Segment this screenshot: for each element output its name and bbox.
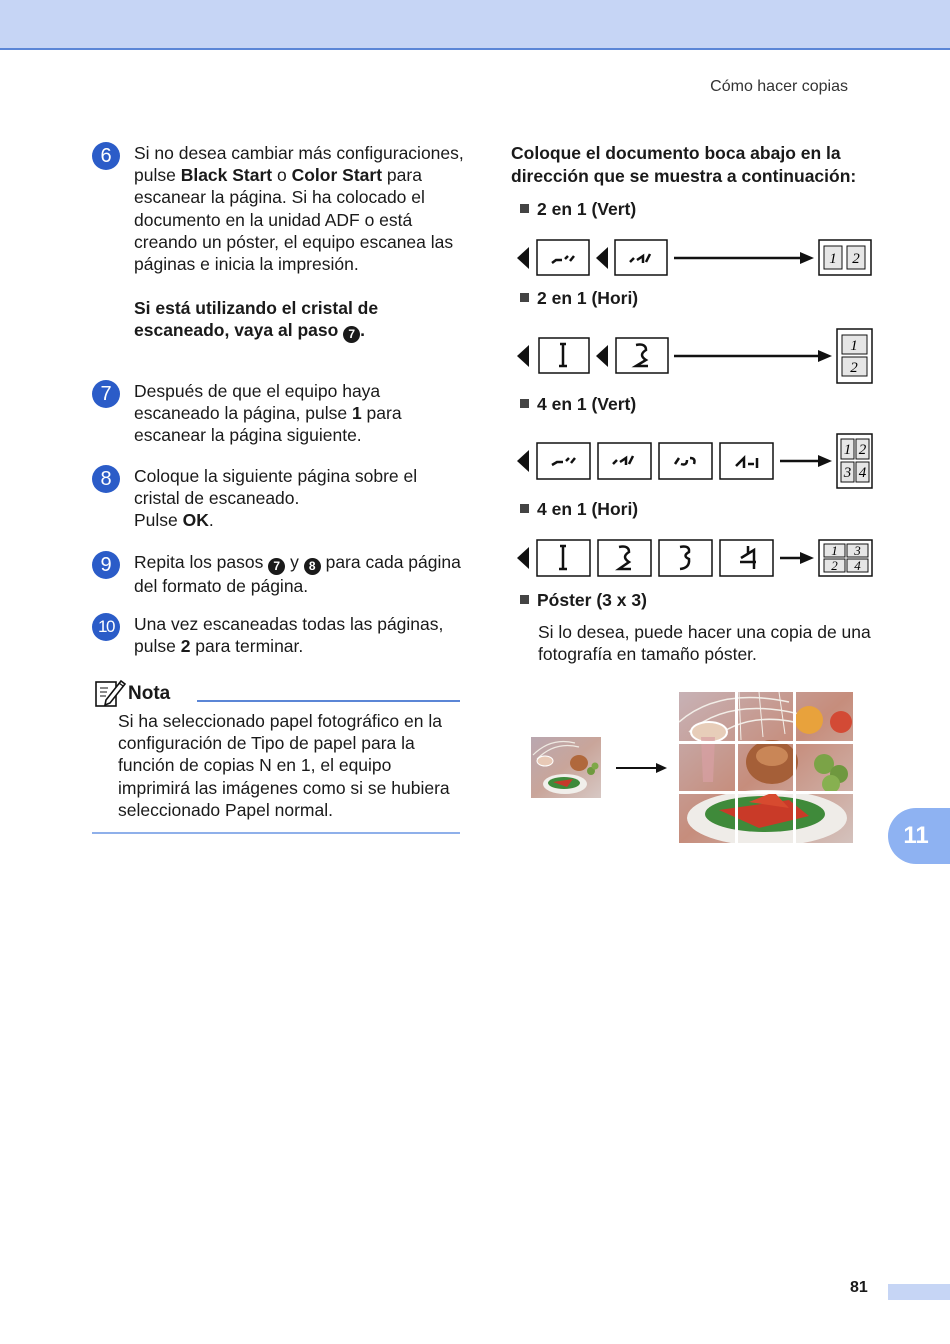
page-number-bar [888, 1284, 950, 1300]
page-thumb [659, 443, 712, 479]
right-column [511, 142, 891, 187]
poster-description: Si lo desea, puede hacer una copia de una fotografía en tamaño póster. [538, 622, 871, 665]
page-thumb [537, 443, 590, 479]
arrow-right-icon [818, 350, 832, 362]
page-number: 81 [850, 1279, 868, 1296]
step-6-glass-instruction [134, 297, 464, 343]
arrow-left-icon [517, 450, 529, 472]
step-9-and: y [285, 552, 304, 572]
cell-number: 2 [831, 558, 838, 573]
key-2: 2 [180, 636, 191, 657]
bullet-poster [520, 590, 647, 611]
step-number-9: 9 [92, 551, 120, 579]
glass-instruction-text: Si está utilizando el cristal de escaneado, vaya al paso [134, 298, 379, 341]
note-bottom-rule [92, 832, 460, 834]
glass-instruction-end: . [360, 320, 366, 341]
ok-key: OK [182, 510, 209, 531]
arrow-right-icon [800, 252, 814, 264]
color-start-key: Color Start [291, 165, 383, 186]
bullet-square-icon [520, 293, 529, 302]
bullet-square-icon [520, 399, 529, 408]
bullet-label: 2 en 1 (Hori) [537, 288, 639, 308]
page-thumb [720, 443, 773, 479]
step-7-text-a: Después de que el equipo haya escaneado la página, pulse [134, 381, 381, 424]
note-pencil-icon [94, 678, 126, 708]
chapter-tab[interactable]: 11 [888, 808, 950, 864]
bullet-2in1-vert [520, 199, 636, 220]
arrow-right-icon [656, 763, 667, 773]
bullet-label: 4 en 1 (Hori) [537, 499, 639, 519]
arrow-right-icon [818, 455, 832, 467]
tile-divider [793, 692, 796, 843]
bullet-label: Póster (3 x 3) [537, 590, 647, 610]
header-title: Cómo hacer copias [710, 78, 848, 95]
black-start-key: Black Start [180, 165, 273, 186]
step-ref-7: 7 [343, 326, 360, 343]
step-10-text-a: Una vez escaneadas todas las páginas, pulse [134, 614, 444, 657]
arrow-left-icon [596, 247, 608, 269]
step-9-text-a: Repita los pasos [134, 552, 269, 572]
top-band [0, 0, 950, 50]
bullet-2in1-hori [520, 288, 638, 309]
step-number-7: 7 [92, 380, 120, 408]
cell-number: 4 [858, 465, 867, 481]
tile-divider [679, 791, 853, 794]
cell-number: 2 [850, 360, 858, 376]
cell-number: 2 [858, 442, 867, 458]
page-thumb [720, 540, 773, 576]
page-thumb [598, 443, 651, 479]
step-6-text [134, 142, 464, 275]
steps-column [92, 142, 464, 657]
bullet-label: 4 en 1 (Vert) [537, 394, 637, 414]
step-ref-8: 8 [304, 558, 321, 575]
arrow-right-icon [800, 552, 814, 564]
cell-number: 3 [843, 465, 852, 481]
note-box [92, 678, 460, 821]
note-divider [197, 700, 460, 702]
arrow-left-icon [517, 547, 529, 569]
diagram-2in1-hori [512, 326, 882, 386]
step-8-line-2 [134, 509, 464, 531]
step-6-text-b: o [272, 165, 292, 186]
tile-divider [679, 741, 853, 744]
step-9 [92, 551, 464, 613]
poster-arrow [614, 760, 670, 776]
orientation-heading: Coloque el documento boca abajo en la dirección que se muestra a continuación: [511, 143, 857, 186]
cell-number: 4 [854, 558, 861, 573]
step-10 [92, 613, 464, 657]
step-8-pulse: Pulse [134, 510, 183, 531]
original-photo [531, 737, 601, 798]
cell-number: 1 [843, 442, 852, 458]
note-text: Si ha seleccionado papel fotográfico en la configuración de Tipo de papel para la función de copias N en 1, el equipo imprimirá las imágenes como si se hubiera seleccionado Papel normal. [118, 711, 450, 820]
cell-number: 1 [831, 543, 838, 558]
cell-number: 1 [850, 338, 858, 354]
step-9-text-b: para cada página del formato de página. [134, 552, 461, 596]
diagram-4in1-hori [512, 536, 882, 580]
cell-number: 1 [829, 251, 837, 267]
diagram-4in1-vert [512, 432, 882, 490]
step-9-text [134, 551, 464, 597]
step-7-text [134, 380, 464, 447]
poster-3x3-grid [679, 692, 853, 843]
bullet-4in1-vert [520, 394, 636, 415]
note-title: Nota [128, 683, 171, 704]
step-8-end: . [208, 510, 214, 531]
step-7-text-b: para escanear la página siguiente. [134, 403, 402, 446]
step-10-text-b: para terminar. [190, 636, 304, 657]
page-thumb [537, 240, 589, 275]
cell-number: 3 [854, 543, 861, 558]
step-6-text-a: Si no desea cambiar más configuraciones, pulse [134, 143, 464, 186]
arrow-left-icon [517, 247, 529, 269]
step-6-text-c: para escanear la página. Si ha colocado el documento en la unidad ADF o está creando un póster, el equipo escanea las páginas e inicia la impresión. [134, 165, 454, 275]
key-1: 1 [351, 403, 362, 424]
bullet-square-icon [520, 204, 529, 213]
step-8-line-1: Coloque la siguiente página sobre el cristal de escaneado. [134, 466, 418, 509]
step-number-10: 10 [92, 613, 120, 641]
step-8 [92, 465, 464, 551]
step-7 [92, 380, 464, 465]
step-ref-7: 7 [268, 558, 285, 575]
step-number-8: 8 [92, 465, 120, 493]
diagram-2in1-vert [512, 236, 882, 280]
bullet-square-icon [520, 504, 529, 513]
note-header [92, 678, 460, 710]
cell-number: 2 [852, 251, 860, 267]
tile-divider [735, 692, 738, 843]
step-6 [92, 142, 464, 380]
step-10-text [134, 613, 464, 657]
arrow-left-icon [596, 345, 608, 367]
bullet-square-icon [520, 595, 529, 604]
bullet-4in1-hori [520, 499, 638, 520]
step-number-6: 6 [92, 142, 120, 170]
arrow-left-icon [517, 345, 529, 367]
bullet-label: 2 en 1 (Vert) [537, 199, 637, 219]
